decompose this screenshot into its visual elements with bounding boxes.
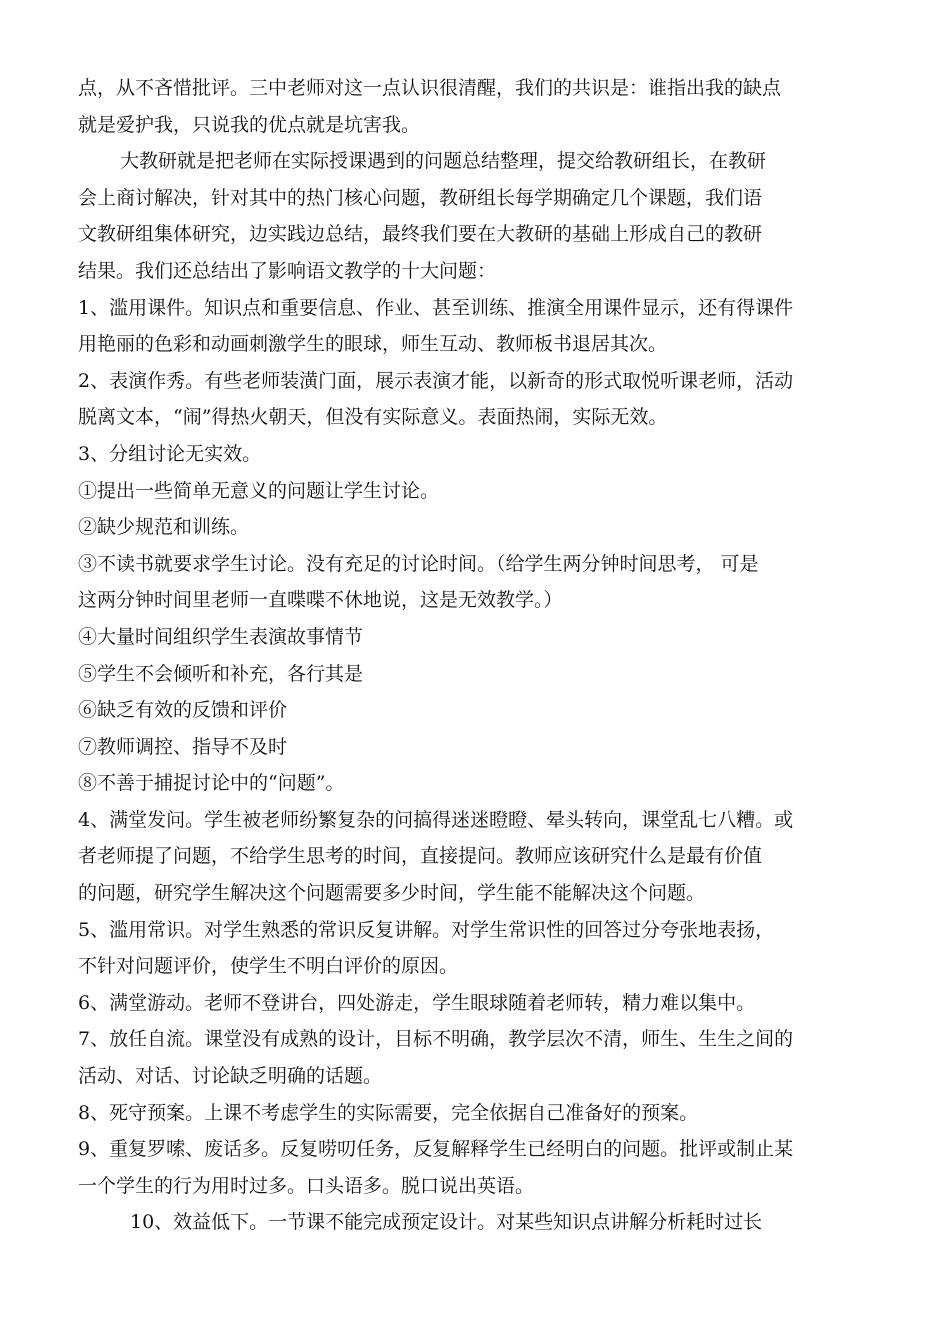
list-item-line: 1、滥用课件。知识点和重要信息、作业、甚至训练、推演全用课件显示，还有得课件 [78, 296, 794, 319]
list-item-line: 7、放任自流。课堂没有成熟的设计，目标不明确，教学层次不清，师生、生生之间的 [78, 1028, 794, 1051]
list-item-line: 6、满堂游动。老师不登讲台，四处游走，学生眼球随着老师转，精力难以集中。 [78, 991, 756, 1014]
text-line: 者老师提了问题，不给学生思考的时间，直接提问。教师应该研究什么是最有价值 [78, 845, 763, 868]
list-item-line: 4、满堂发问。学生被老师纷繁复杂的问搞得迷迷瞪瞪、晕头转向，课堂乱七八糟。或 [78, 808, 794, 831]
sub-item-line: ①提出一些简单无意义的问题让学生讨论。 [78, 479, 440, 502]
text-line: 的问题，研究学生解决这个问题需要多少时间，学生能不能解决这个问题。 [78, 882, 706, 905]
list-item-line: 8、死守预案。上课不考虑学生的实际需要，完全依据自己准备好的预案。 [78, 1101, 699, 1124]
list-item-line: 10、效益低下。一节课不能完成预定设计。对某些知识点讲解分析耗时过长 [130, 1211, 763, 1234]
text-line: 结果。我们还总结出了影响语文教学的十大问题： [78, 259, 497, 282]
list-item-line: 3、分组讨论无实效。 [78, 442, 262, 465]
text-line: 文教研组集体研究，边实践边总结，最终我们要在大教研的基础上形成自己的教研 [78, 223, 763, 246]
text-line: 用艳丽的色彩和动画刺激学生的眼球，师生互动、教师板书退居其次。 [78, 333, 668, 356]
text-line: 就是爱护我，只说我的优点就是坑害我。 [78, 113, 421, 136]
paragraph-start-line: 大教研就是把老师在实际授课遇到的问题总结整理，提交给教研组长，在教研 [120, 150, 767, 173]
list-item-line: 5、滥用常识。对学生熟悉的常识反复讲解。对学生常识性的回答过分夸张地表扬， [78, 918, 775, 941]
text-line: 这两分钟时间里老师一直喋喋不休地说，这是无效教学。） [78, 589, 563, 612]
text-line: 会上商讨解决，针对其中的热门核心问题，教研组长每学期确定几个课题，我们语 [78, 186, 763, 209]
sub-item-line: ③不读书就要求学生讨论。没有充足的讨论时间。（给学生两分钟时间思考， 可是 [78, 552, 759, 575]
list-item-line: 9、重复罗嗦、废话多。反复唠叨任务，反复解释学生已经明白的问题。批评或制止某 [78, 1138, 794, 1161]
sub-item-line: ⑤学生不会倾听和补充，各行其是 [78, 662, 364, 685]
text-line: 点，从不吝惜批评。三中老师对这一点认识很清醒，我们的共识是：谁指出我的缺点 [78, 77, 782, 99]
sub-item-line: ④大量时间组织学生表演故事情节 [78, 625, 364, 648]
sub-item-line: ⑧不善于捕捉讨论中的“问题”。 [78, 772, 345, 795]
document-page [78, 70, 878, 1241]
list-item-line: 2、表演作秀。有些老师装潢门面，展示表演才能，以新奇的形式取悦听课老师，活动 [78, 369, 794, 392]
sub-item-line: ⑥缺乏有效的反馈和评价 [78, 699, 288, 722]
text-line: 活动、对话、讨论缺乏明确的话题。 [78, 1065, 383, 1088]
sub-item-line: ②缺少规范和训练。 [78, 516, 250, 539]
text-line: 不针对问题评价，使学生不明白评价的原因。 [78, 955, 459, 978]
text-line: 脱离文本，“闹”得热火朝天，但没有实际意义。表面热闹，实际无效。 [78, 406, 668, 429]
sub-item-line: ⑦教师调控、指导不及时 [78, 735, 288, 758]
text-line: 一个学生的行为用时过多。口头语多。脱口说出英语。 [78, 1174, 535, 1197]
